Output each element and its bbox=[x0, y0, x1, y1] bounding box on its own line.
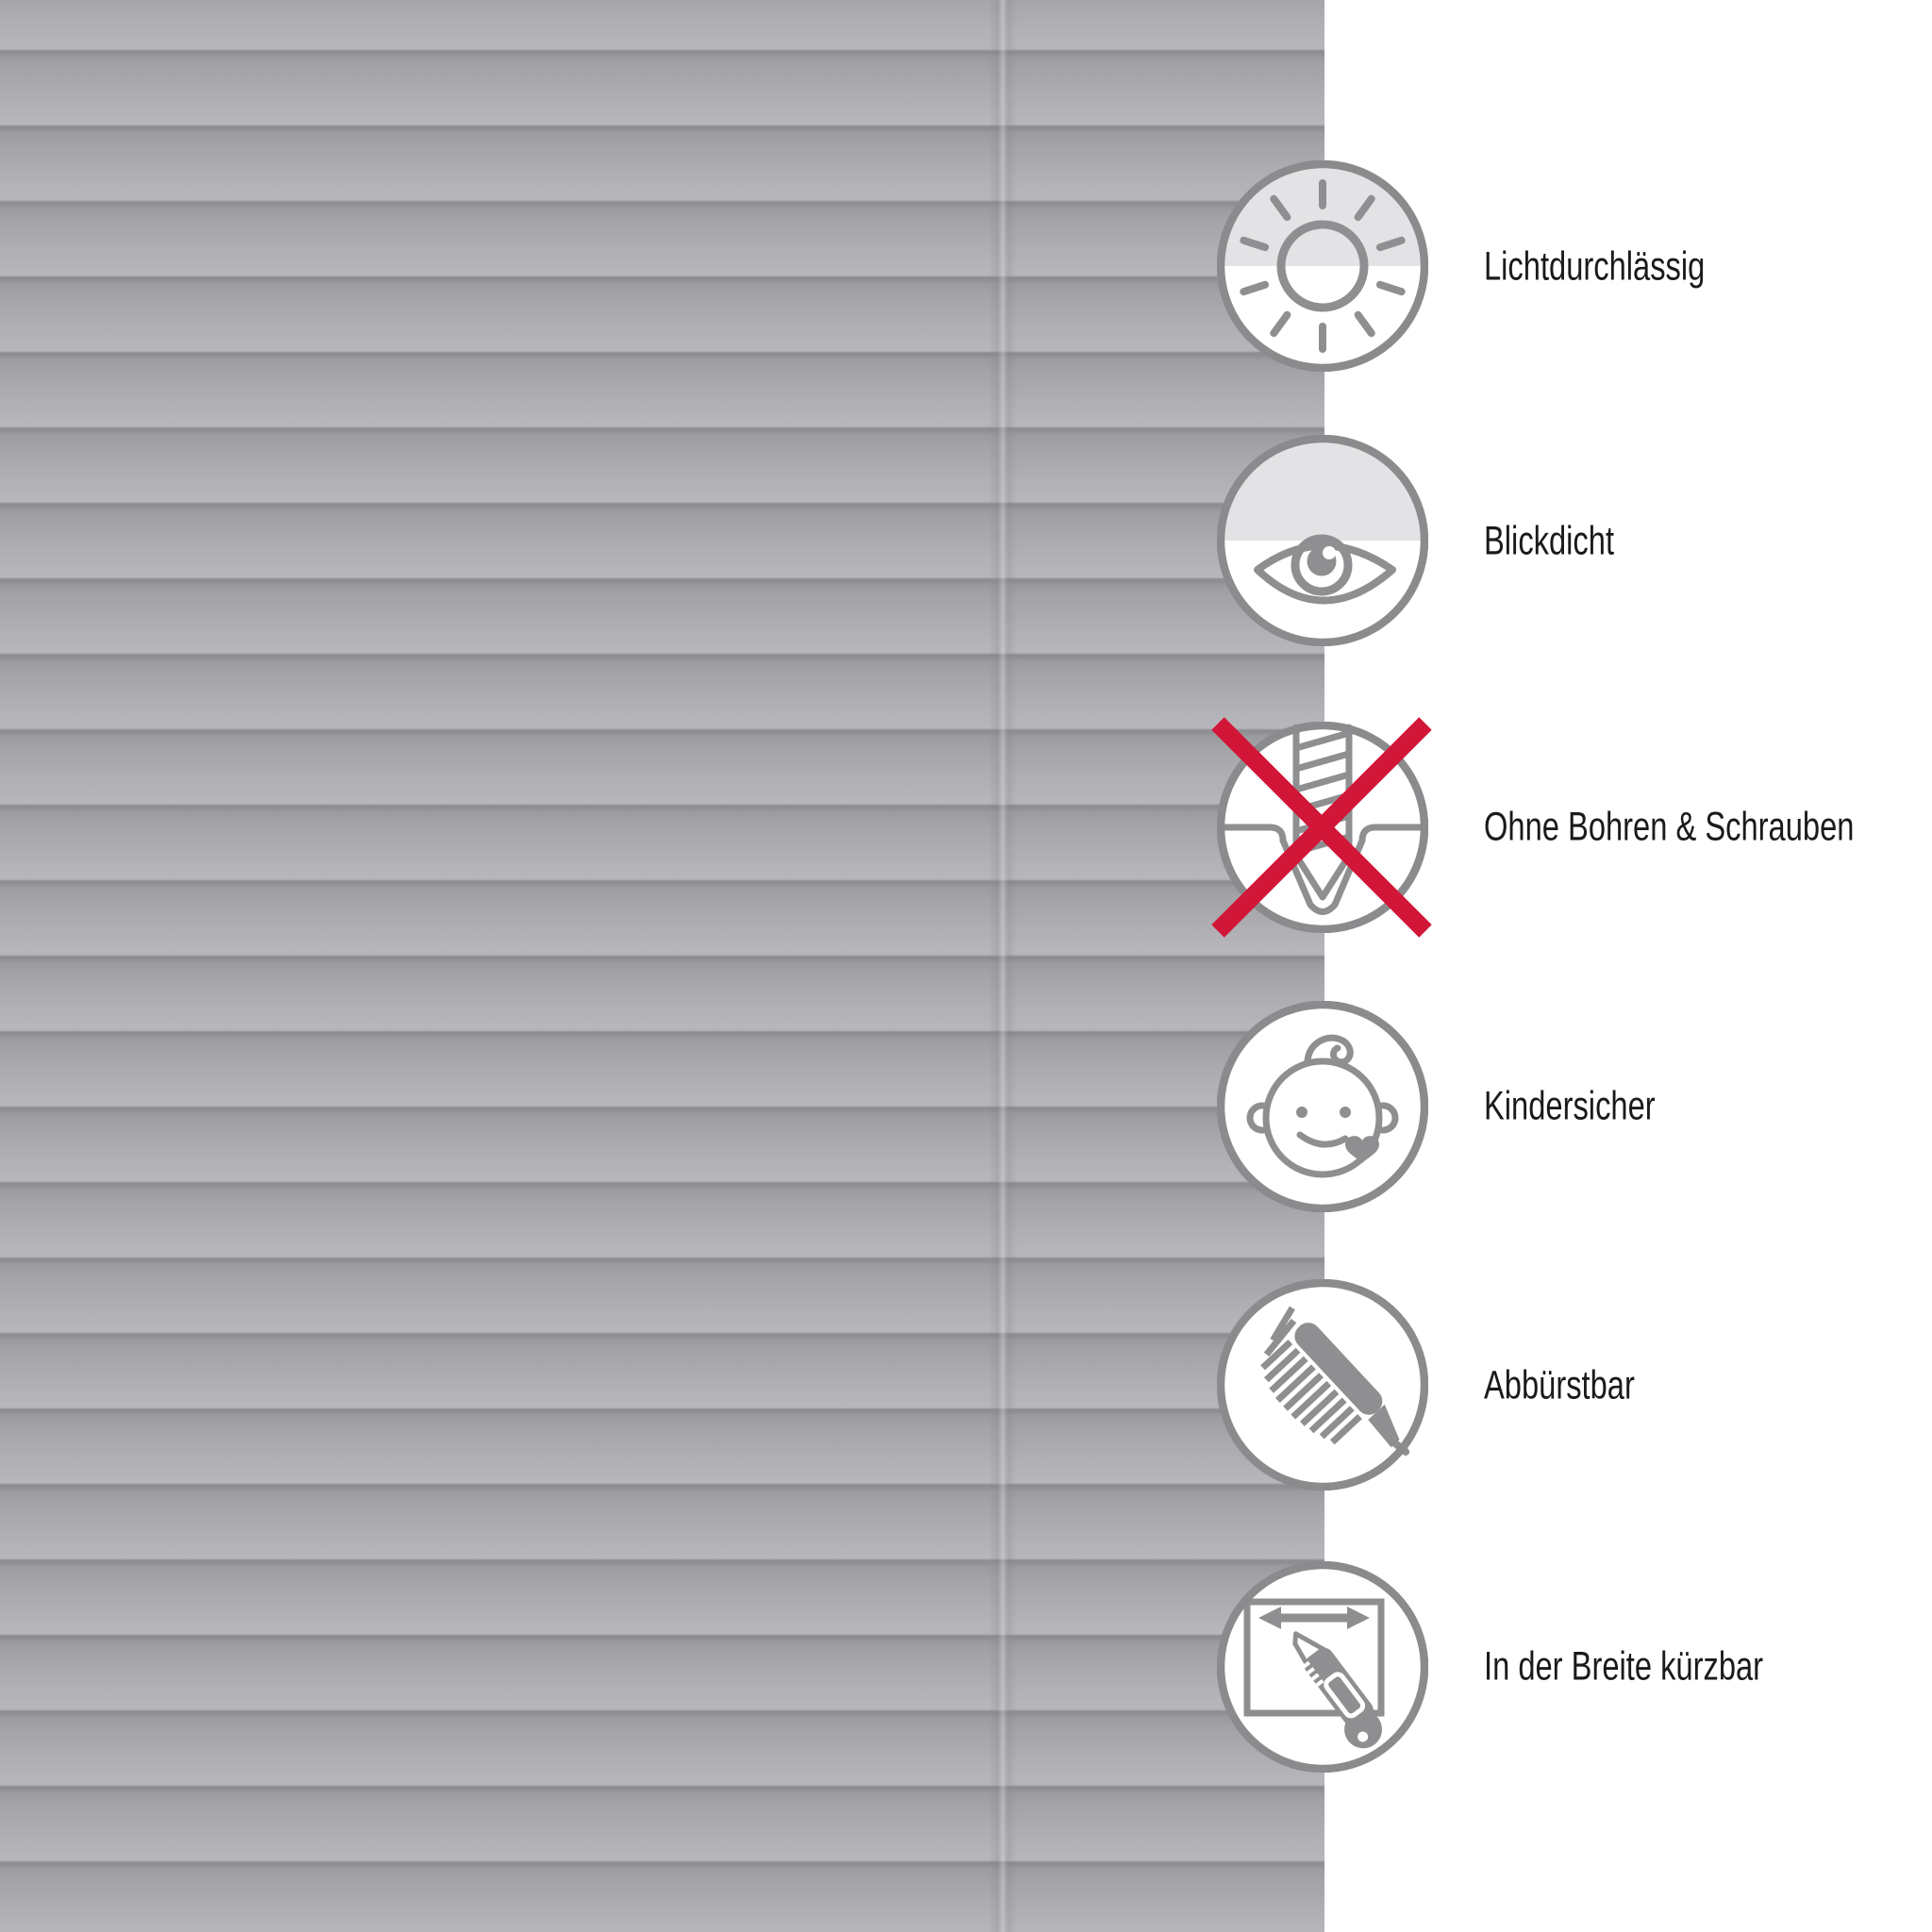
blind-cord-seam bbox=[989, 0, 1017, 1932]
red-cross-icon bbox=[1207, 712, 1437, 942]
feature-label: Kindersicher bbox=[1484, 1083, 1656, 1129]
width-cut-icon bbox=[1217, 1561, 1428, 1773]
feature-label: Blickdicht bbox=[1484, 518, 1615, 564]
sun-icon bbox=[1217, 160, 1428, 372]
eye-icon-badge bbox=[1217, 435, 1428, 646]
sun-icon-badge bbox=[1217, 160, 1428, 372]
baby-icon bbox=[1217, 1001, 1428, 1212]
baby-icon-badge bbox=[1217, 1001, 1428, 1212]
brush-icon-badge bbox=[1217, 1279, 1428, 1491]
feature-label: Abbürstbar bbox=[1484, 1362, 1635, 1408]
feature-label: Lichtdurchlässig bbox=[1484, 243, 1706, 290]
width-cut-icon-badge bbox=[1217, 1561, 1428, 1773]
brush-icon bbox=[1217, 1279, 1428, 1491]
feature-label: In der Breite kürzbar bbox=[1484, 1643, 1764, 1690]
eye-icon bbox=[1217, 435, 1428, 646]
feature-label: Ohne Bohren & Schrauben bbox=[1484, 804, 1855, 850]
